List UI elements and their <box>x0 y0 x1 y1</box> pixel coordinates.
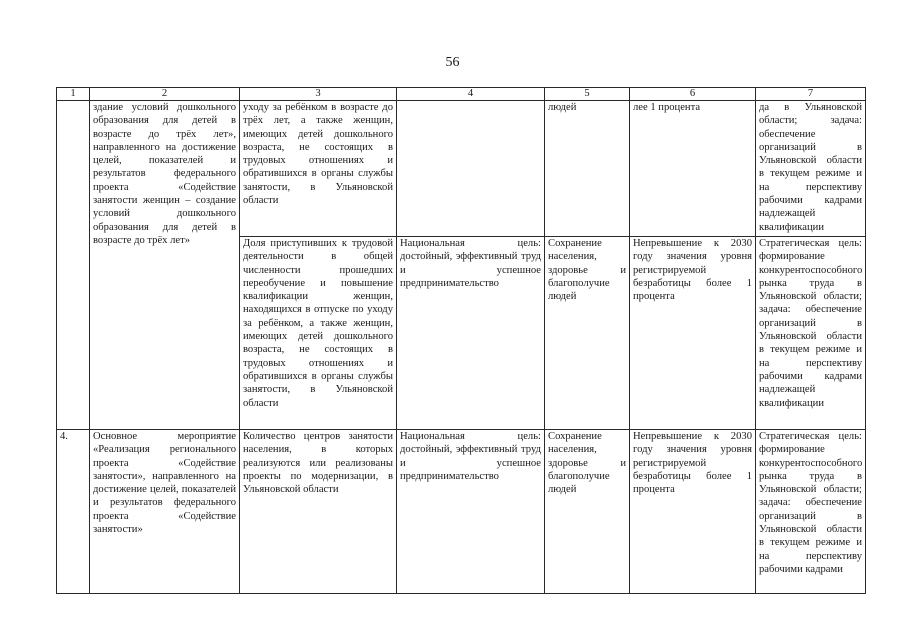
target-cell: людей <box>545 101 630 237</box>
indicator-cell: Доля приступивших к трудовой деятельности в общей численности прошедших переобучение и повышение квалификации женщин, находящихся в отпуске по уходу за ребёнком, а также женщин, имеющих детей дошкольного возраста, не состоящих в трудовых отношениях и обратившихся в органы службы занятости, в Ульяновской области <box>240 237 397 430</box>
target-cell: Сохранение населения, здоровье и благополучие людей <box>545 237 630 430</box>
national-goal-cell: Национальная цель: достойный, эффективный труд и успешное предпринимательство <box>397 430 545 594</box>
indicator-cell: Количество центров занятости населения, в которых реализуются или реализованы проекты по модернизации, в Ульяновской области <box>240 430 397 594</box>
measure-cell: здание условий дошкольного образования для детей в возрасте до трёх лет», направленного на достижение целей, показателей и результатов федерального проекта «Содействие занятости женщин – создание условий дошкольного образования для детей в возрасте до трёх лет» <box>90 101 240 430</box>
header-cell: 2 <box>90 88 240 101</box>
strategy-cell: Стратегическая цель: формирование конкурентоспособного рынка труда в Ульяновской области; задача: обеспечение организаций в Ульяновской области в текущем режиме и на перспективу рабочими кадрами надлежащей квалификации <box>756 237 866 430</box>
header-cell: 1 <box>57 88 90 101</box>
target-cell: Сохранение населения, здоровье и благополучие людей <box>545 430 630 594</box>
target-value-cell: лее 1 процента <box>630 101 756 237</box>
page-number: 56 <box>445 55 460 70</box>
header-cell: 3 <box>240 88 397 101</box>
strategy-cell: Стратегическая цель: формирование конкурентоспособного рынка труда в Ульяновской области; задача: обеспечение организаций в Ульяновской области в текущем режиме и на перспективу рабочими кадрами <box>756 430 866 594</box>
measures-table <box>56 87 866 594</box>
target-value-cell: Непревышение к 2030 году значения уровня регистрируемой безработицы более 1 процента <box>630 237 756 430</box>
table-row <box>57 101 866 237</box>
row-number-cell: 4. <box>57 430 90 594</box>
table-row <box>57 430 866 594</box>
row-number-cell <box>57 101 90 430</box>
header-cell: 7 <box>756 88 866 101</box>
header-cell: 6 <box>630 88 756 101</box>
national-goal-cell <box>397 101 545 237</box>
table-header-row <box>57 88 866 101</box>
header-cell: 5 <box>545 88 630 101</box>
indicator-cell: уходу за ребёнком в возрасте до трёх лет, а также женщин, имеющих детей дошкольного возраста, не состоящих в трудовых отношениях и обратившихся в органы службы занятости, в Ульяновской области <box>240 101 397 237</box>
national-goal-cell: Национальная цель: достойный, эффективный труд и успешное предпринимательство <box>397 237 545 430</box>
target-value-cell: Непревышение к 2030 году значения уровня регистрируемой безработицы более 1 процента <box>630 430 756 594</box>
measure-cell: Основное мероприятие «Реализация регионального проекта «Содействие занятости», направленного на достижение целей, показателей и результатов федерального проекта «Содействие занятости» <box>90 430 240 594</box>
header-cell: 4 <box>397 88 545 101</box>
strategy-cell: да в Ульяновской области; задача: обеспечение организаций в Ульяновской области в текущем режиме и на перспективу рабочими кадрами надлежащей квалификации <box>756 101 866 237</box>
